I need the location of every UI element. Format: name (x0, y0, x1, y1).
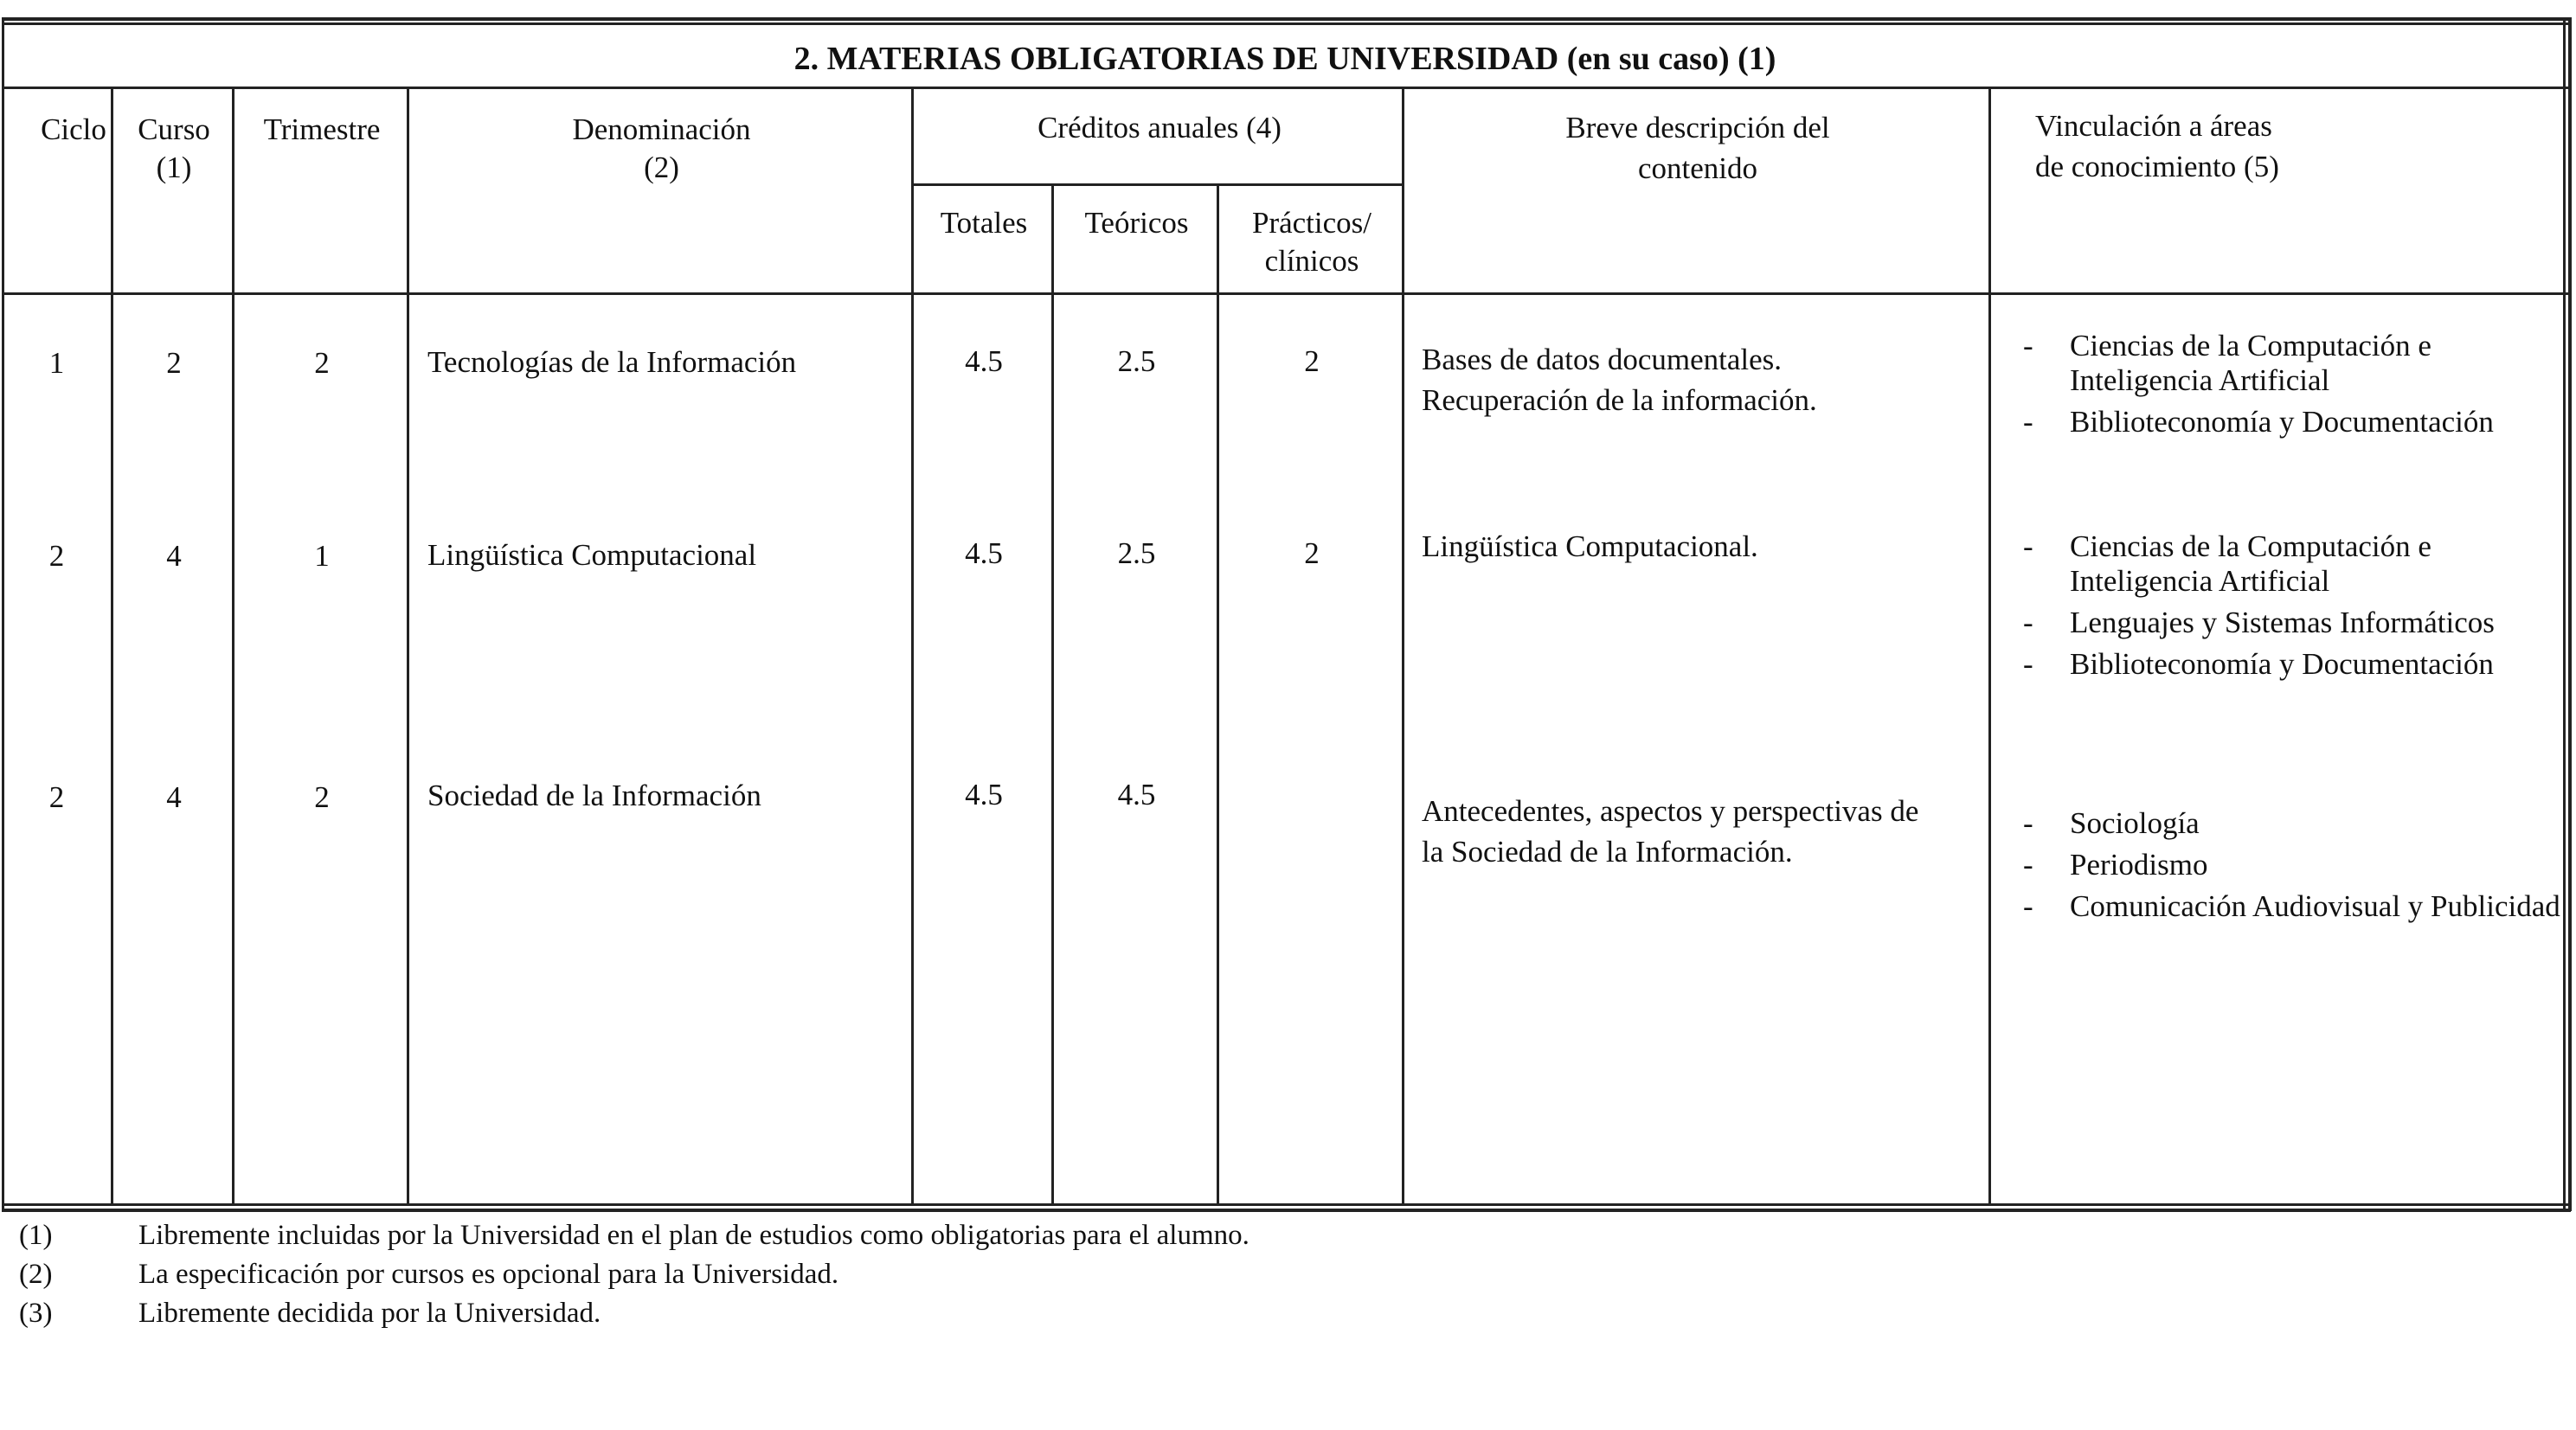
cell-areas (2009, 329, 2563, 446)
cell-teoricos: 2.5 (1117, 344, 1156, 378)
area-label: Sociología (2070, 806, 2200, 840)
header-curso-line: Curso (138, 112, 210, 146)
rule-left (2, 17, 4, 1211)
area-label: Lenguajes y Sistemas Informáticos (2070, 606, 2495, 639)
rule-top (2, 17, 2571, 21)
rule-col-8 (1988, 87, 1991, 1206)
descripcion-line: Bases de datos documentales. (1422, 343, 1783, 376)
rule-col-4 (911, 87, 914, 1206)
cell-curso: 4 (166, 780, 182, 814)
cell-ciclo: 1 (48, 346, 65, 380)
footnote-text: La especificación por cursos es opcional para la Universidad. (138, 1259, 839, 1290)
cell-descripcion (1422, 526, 1758, 567)
header-curso-note: (1) (156, 151, 192, 184)
cell-totales: 4.5 (965, 344, 1003, 378)
header-denominacion-line: Denominación (572, 112, 751, 146)
footnote-number: (1) (19, 1220, 53, 1251)
header-denominacion (409, 111, 914, 187)
footnote (19, 1216, 1249, 1255)
cell-areas (2009, 529, 2563, 689)
area-item (2009, 606, 2563, 640)
area-item (2009, 889, 2563, 924)
footnote-number: (2) (19, 1259, 53, 1290)
rule-bottom-inner (2, 1203, 2571, 1206)
area-label: Ciencias de la Computación e Inteligencia Artificial (2070, 329, 2431, 397)
header-descripcion-line-2: contenido (1637, 151, 1758, 185)
bullet-dash: - (2023, 405, 2033, 439)
cell-ciclo: 2 (48, 539, 65, 573)
rule-col-3 (407, 87, 409, 1206)
descripcion-line: Antecedentes, aspectos y perspectivas de (1422, 794, 1919, 828)
rule-col-5 (1051, 183, 1054, 1206)
rule-credits (911, 183, 1404, 186)
footnote-number: (3) (19, 1298, 53, 1329)
rule-right (2568, 17, 2572, 1211)
cell-denominacion: Lingüística Computacional (427, 538, 757, 572)
cell-trimestre: 2 (314, 780, 330, 814)
area-item (2009, 405, 2563, 439)
bullet-dash: - (2023, 889, 2033, 923)
footnote (19, 1255, 838, 1294)
header-practicos-line-2: clínicos (1264, 244, 1359, 278)
header-vinculacion (2035, 106, 2554, 187)
header-practicos-line: Prácticos/ (1251, 206, 1372, 240)
cell-areas (2009, 806, 2563, 931)
header-curso (113, 111, 234, 187)
rule-col-1 (111, 87, 113, 1206)
cell-trimestre: 1 (314, 539, 330, 573)
cell-denominacion: Sociedad de la Información (427, 779, 761, 812)
area-item (2009, 806, 2563, 841)
area-label: Biblioteconomía y Documentación (2070, 405, 2494, 439)
area-item (2009, 848, 2563, 882)
bullet-dash: - (2023, 329, 2033, 362)
cell-descripcion (1422, 791, 1918, 872)
header-creditos: Créditos anuales (4) (1037, 111, 1282, 144)
area-label: Ciencias de la Computación e Inteligencia Artificial (2070, 529, 2431, 598)
bullet-dash: - (2023, 647, 2033, 681)
rule-col-2 (232, 87, 234, 1206)
header-vinculacion-line: Vinculación a áreas (2035, 109, 2272, 143)
cell-teoricos: 2.5 (1117, 536, 1156, 570)
bullet-dash: - (2023, 806, 2033, 840)
cell-teoricos: 4.5 (1117, 778, 1156, 811)
header-vinculacion-line-2: de conocimiento (5) (2035, 150, 2279, 183)
header-denominacion-note: (2) (644, 151, 679, 184)
footnote-text: Libremente incluidas por la Universidad en el plan de estudios como obligatorias para el alumno. (138, 1220, 1249, 1251)
cell-ciclo: 2 (48, 780, 65, 814)
header-descripcion (1404, 107, 1991, 189)
cell-trimestre: 2 (314, 346, 330, 380)
header-totales: Totales (940, 206, 1028, 240)
rule-header (2, 292, 2568, 295)
rule-col-6 (1217, 183, 1219, 1206)
cell-curso: 2 (166, 346, 182, 380)
area-item (2009, 329, 2563, 398)
cell-practicos: 2 (1304, 344, 1320, 378)
rule-title (2, 87, 2568, 89)
descripcion-line: Lingüística Computacional. (1422, 529, 1758, 563)
area-label: Comunicación Audiovisual y Publicidad (2070, 889, 2560, 923)
area-label: Biblioteconomía y Documentación (2070, 647, 2494, 681)
bullet-dash: - (2023, 606, 2033, 639)
bullet-dash: - (2023, 529, 2033, 563)
cell-curso: 4 (166, 539, 182, 573)
table-title: 2. MATERIAS OBLIGATORIAS DE UNIVERSIDAD (en su caso) (1) (793, 41, 1776, 77)
cell-totales: 4.5 (965, 778, 1003, 811)
header-trimestre: Trimestre (263, 112, 381, 146)
cell-descripcion (1422, 339, 1817, 420)
descripcion-line: la Sociedad de la Información. (1422, 835, 1793, 869)
area-item (2009, 529, 2563, 599)
cell-practicos: 2 (1304, 536, 1320, 570)
footnote (19, 1294, 601, 1333)
header-ciclo: Ciclo (41, 112, 106, 146)
header-practicos (1219, 204, 1404, 280)
header-teoricos: Teóricos (1084, 206, 1189, 240)
rule-bottom (2, 1209, 2571, 1212)
rule-top-inner (2, 22, 2571, 25)
header-descripcion-line: Breve descripción del (1565, 111, 1830, 144)
cell-denominacion: Tecnologías de la Información (427, 345, 797, 379)
footnote-text: Libremente decidida por la Universidad. (138, 1298, 601, 1329)
descripcion-line: Recuperación de la información. (1422, 383, 1817, 417)
bullet-dash: - (2023, 848, 2033, 882)
area-item (2009, 647, 2563, 682)
rule-right-inner (2563, 17, 2566, 1211)
area-label: Periodismo (2070, 848, 2208, 882)
cell-totales: 4.5 (965, 536, 1003, 570)
